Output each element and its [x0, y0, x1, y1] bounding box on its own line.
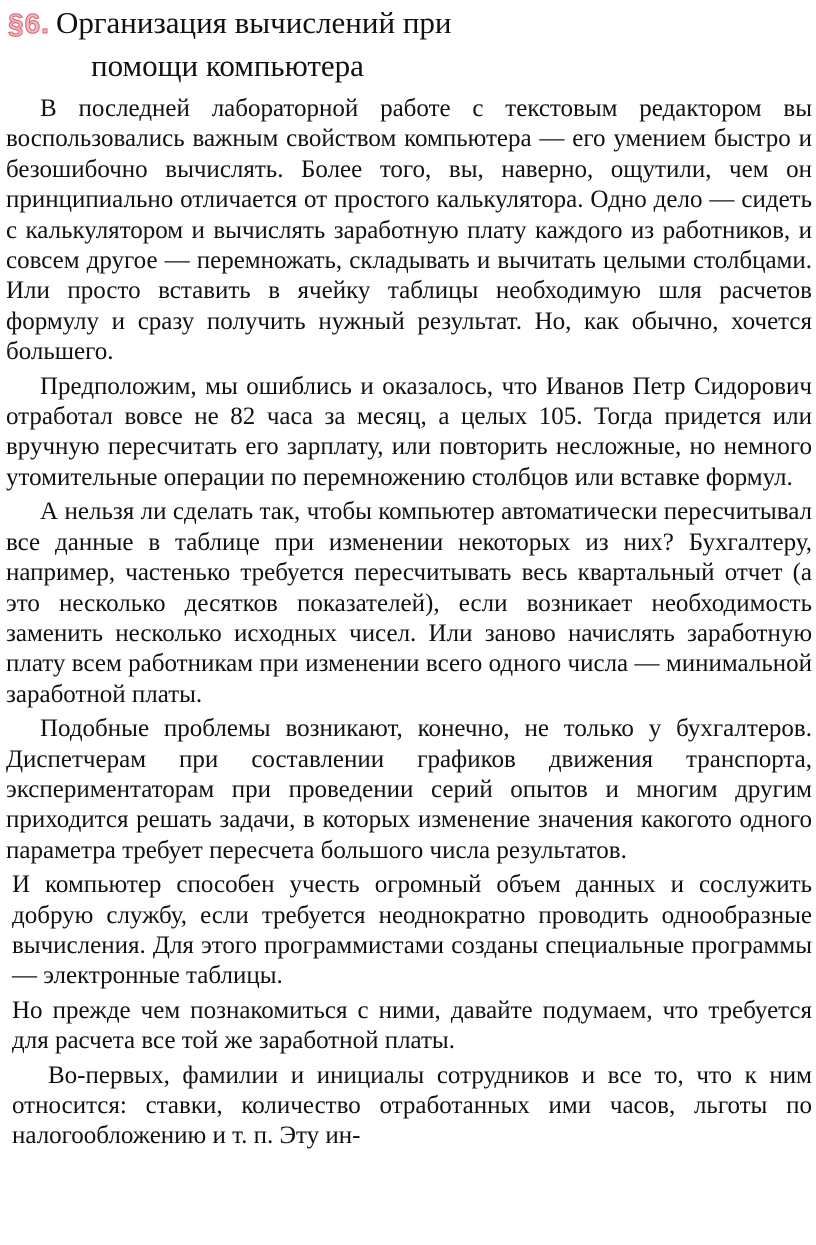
paragraph-6: Но прежде чем познакомиться с ними, давайте подумаем, что требуется для расчета все той же заработной платы.: [12, 996, 812, 1055]
section-title-line-2: помощи компьютера: [91, 48, 364, 83]
paragraph-4: Подобные проблемы возникают, конечно, не только у бухгалтеров. Диспетчерам при составлении графиков движения транспорта, экспериментаторам при проведении серий опытов и многим другим приходится решать задачи, в которых изменение значения какогото одного параметра требует пересчета большого числа результатов.: [6, 715, 812, 864]
section-title-line-1: Организация вычислений при: [55, 5, 452, 40]
paragraph-7: Во-первых, фамилии и инициалы сотрудников и все то, что к ним относится: ставки, количество отработанных ими часов, льготы по налогообложению и т. п. Эту ин-: [12, 1061, 812, 1150]
section-number: §6.: [8, 8, 50, 39]
body-text: [6, 94, 812, 1156]
paragraph-3: А нельзя ли сделать так, чтобы компьютер автоматически пересчитывал все данные в таблице при изменении некоторых из них? Бухгалтеру, например, частенько требуется пересчитывать весь квартальный отчет (а это несколько десятков показателей), если возникает необходимость заменить несколько исходных чисел. Или заново начислять заработную плату всем работникам при изменении всего одного числа — минимальной заработной платы.: [6, 498, 812, 708]
paragraph-2: Предположим, мы ошиблись и оказалось, что Иванов Петр Сидорович отработал вовсе не 82 часа за месяц, а целых 105. Тогда придется или вручную пересчитать его зарплату, или повторить несложные, но немного утомительные операции по перемножению столбцов или вставке формул.: [6, 372, 812, 491]
paragraph-5: И компьютер способен учесть огромный объем данных и сослужить добрую службу, если требуется неоднократно проводить однообразные вычисления. Для этого программистами созданы специальные программы — электронные таблицы.: [12, 871, 812, 990]
paragraph-1: В последней лабораторной работе с текстовым редактором вы воспользовались важным свойством компьютера — его умением быстро и безошибочно вычислять. Более того, вы, наверно, ощутили, чем он принципиально отличается от простого калькулятора. Одно дело — сидеть с калькулятором и вычислять заработную плату каждого из работников, и совсем другое — перемножать, складывать и вычитать целыми столбцами. Или просто вставить в ячейку таблицы необходимую шля расчетов формулу и сразу получить нужный результат. Но, как обычно, хочется большего.: [6, 95, 812, 366]
section-heading: [8, 2, 798, 87]
